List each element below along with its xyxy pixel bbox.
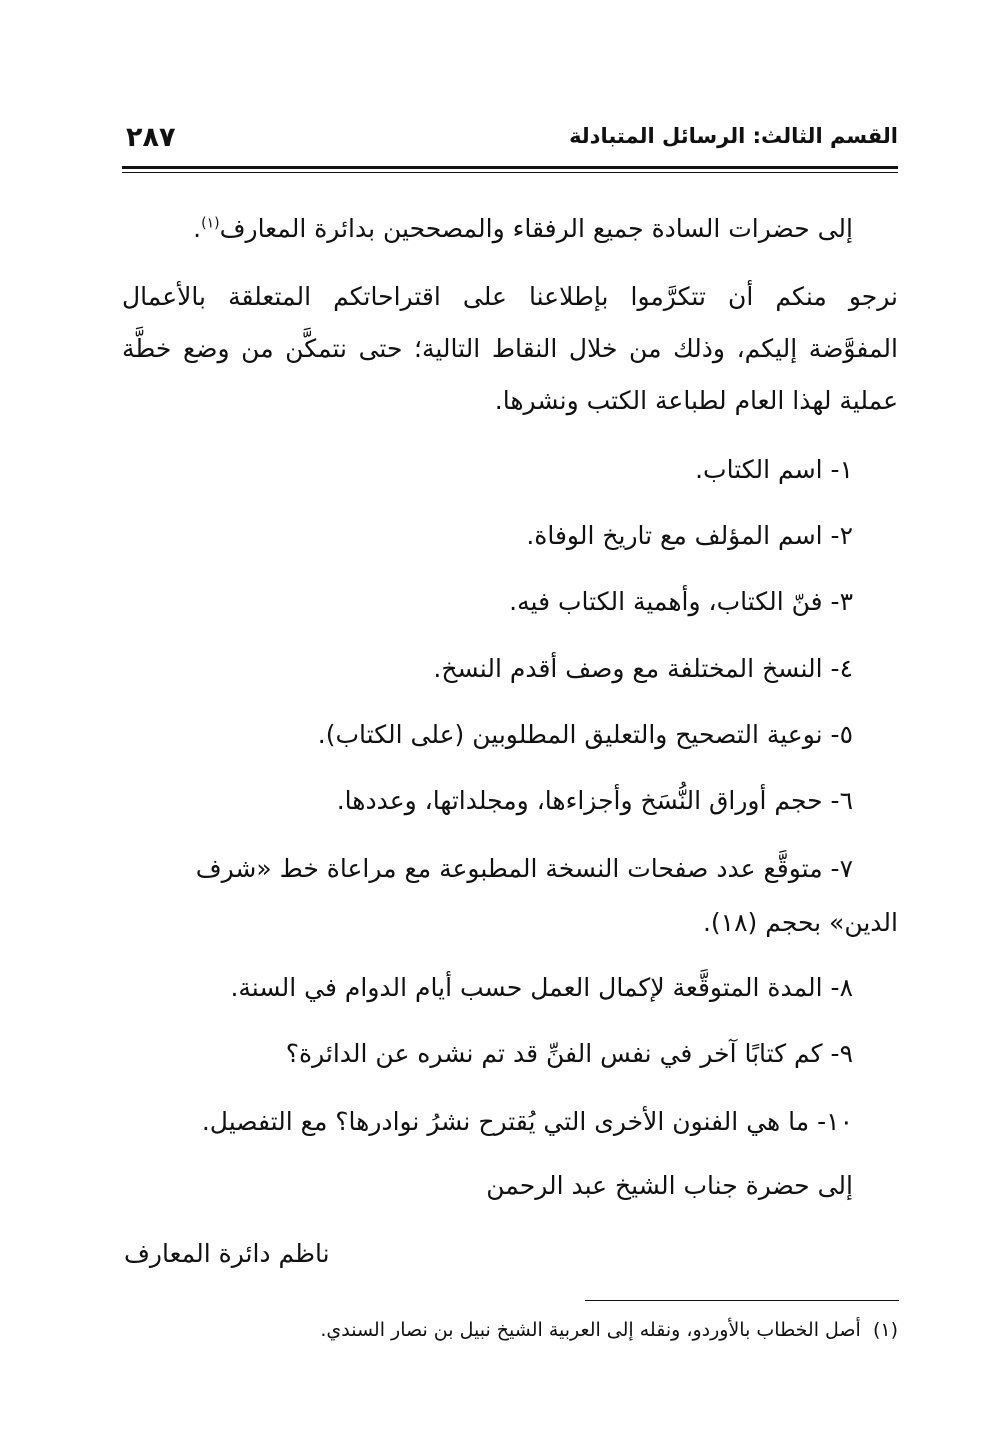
list-item: ٧- متوقَّع عدد صفحات النسخة المطبوعة مع مراعاة خط «شرف	[195, 854, 853, 883]
list-item-continuation: الدين» بحجم (١٨).	[702, 908, 898, 937]
footnote-separator	[585, 1300, 899, 1301]
salutation-end: .	[193, 214, 202, 243]
footnote-marker: (١)	[872, 1319, 898, 1341]
intro-paragraph-line: عملية لهذا العام لطباعة الكتب ونشرها.	[494, 386, 898, 415]
list-item: ٣- فنّ الكتاب، وأهمية الكتاب فيه.	[509, 587, 853, 616]
list-item: ٥- نوعية التصحيح والتعليق المطلوبين (على الكتاب).	[317, 720, 853, 749]
salutation-text: إلى حضرات السادة جميع الرفقاء والمصححين بدائرة المعارف	[219, 214, 853, 243]
footnote-reference: (١)	[201, 215, 220, 232]
salutation-line	[193, 211, 853, 247]
list-item: ٨- المدة المتوقَّعة لإكمال العمل حسب أيام الدوام في السنة.	[230, 973, 853, 1002]
list-item: ٦- حجم أوراق النُّسَخ وأجزاءها، ومجلداتها، وعددها.	[336, 786, 853, 815]
list-item: ١- اسم الكتاب.	[695, 455, 853, 484]
header-rule-thick	[122, 166, 898, 169]
page-header	[122, 122, 898, 162]
list-item: ٩- كم كتابًا آخر في نفس الفنِّ قد تم نشره عن الدائرة؟	[285, 1039, 853, 1068]
footnote-text: أصل الخطاب بالأوردو، ونقله إلى العربية الشيخ نبيل بن نصار السندي.	[320, 1319, 861, 1341]
list-item: ١٠- ما هي الفنون الأخرى التي يُقترح نشرُ نوادرها؟ مع التفصيل.	[201, 1107, 853, 1136]
section-title: القسم الثالث: الرسائل المتبادلة	[569, 124, 898, 148]
intro-paragraph-line: نرجو منكم أن تتكرَّموا بإطلاعنا على اقتراحاتكم المتعلقة بالأعمال	[122, 282, 898, 311]
footnote	[320, 1315, 898, 1345]
list-item: ٢- اسم المؤلف مع تاريخ الوفاة.	[526, 521, 853, 550]
page-number: ٢٨٧	[126, 122, 176, 153]
intro-paragraph-line: المفوَّضة إليكم، وذلك من خلال النقاط التالية؛ حتى نتمكَّن من وضع خطَّة	[122, 334, 898, 363]
signature-line: ناظم دائرة المعارف	[124, 1239, 330, 1268]
list-item: ٤- النسخ المختلفة مع وصف أقدم النسخ.	[433, 654, 853, 683]
addressee-line: إلى حضرة جناب الشيخ عبد الرحمن	[486, 1171, 853, 1200]
header-rule-thin	[122, 172, 898, 173]
